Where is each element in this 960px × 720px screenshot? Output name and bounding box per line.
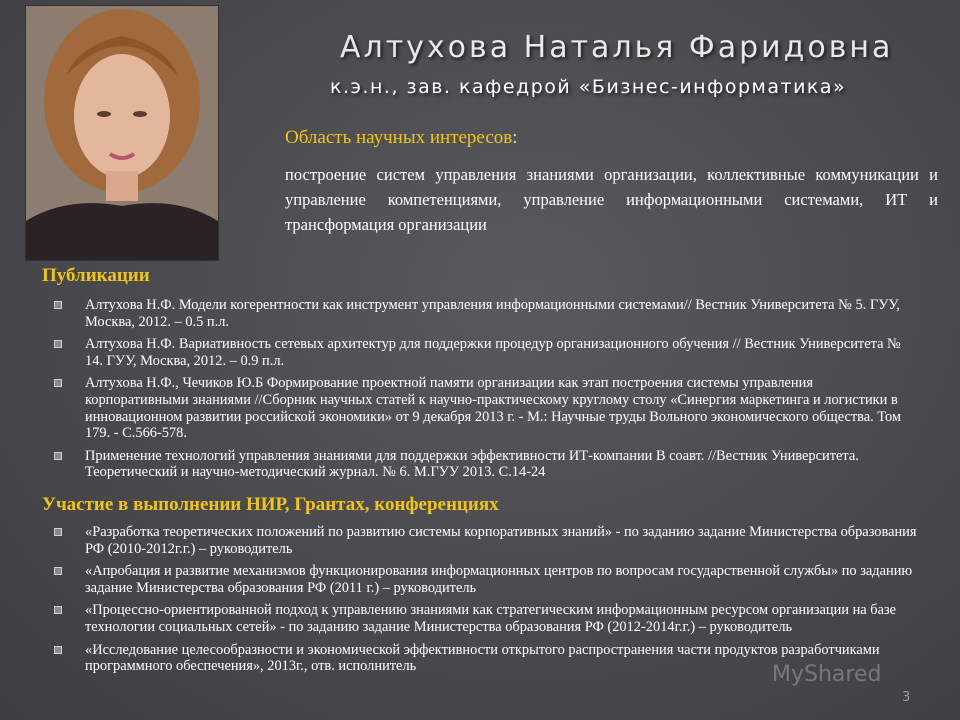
project-text: «Апробация и развитие механизмов функционирования информационных центров по вопросам государственной службы» по заданию задание Министерства образования РФ (2011 г.) – руководитель [85, 563, 913, 596]
project-text: «Разработка теоретических положений по развитию системы корпоративных знаний» - по заданию задание Министерства образования РФ (2010-2012г.г.) – руководитель [85, 524, 917, 557]
publication-text: Применение технологий управления знаниями для поддержки эффективности ИТ-компании В соавт. //Вестник Университета. Теоретический и научно-методический журнал. № 6. М.ГУУ 2013. С.14-24 [85, 447, 859, 481]
interests-heading-colon: : [512, 127, 518, 148]
list-item [50, 524, 920, 557]
interests-text: построение систем управления знаниями организации, коллективные коммуникации и управление компетенциями, управление информационными системами, ИТ и трансформация организации [285, 165, 938, 234]
page-number: 3 [902, 690, 911, 705]
person-name: Алтухова Наталья Фаридовна [340, 30, 894, 65]
project-text: «Процессно-ориентированной подход к управлению знаниями как стратегическим информационным ресурсом организации на базе технологии социальных сетей» - по заданию задание Министерства образования РФ (2012-2014г.г.) – руководитель [85, 602, 897, 635]
projects-heading: Участие в выполнении НИР, Грантах, конференциях [42, 494, 499, 515]
square-bullet-icon [54, 340, 62, 348]
publications-heading: Публикации [42, 265, 150, 286]
project-text: «Исследование целесообразности и экономической эффективности открытого распространения части продуктов разработчиками программного обеспечения», 2013г., отв. исполнитель [85, 641, 880, 675]
square-bullet-icon [54, 379, 62, 387]
publication-text: Алтухова Н.Ф. Вариативность сетевых архитектур для поддержки процедур организационного обучения // Вестник Университета № 14. ГУУ, Москва, 2012. – 0.9 п.л. [85, 336, 901, 369]
square-bullet-icon [54, 646, 62, 654]
publications-list [50, 297, 920, 487]
square-bullet-icon [54, 301, 62, 309]
list-item [50, 602, 920, 635]
position-subtitle: к.э.н., зав. кафедрой «Бизнес-информатика» [330, 76, 847, 98]
interests-heading-text: Область научных интересов [285, 127, 513, 148]
list-item [50, 563, 920, 596]
list-item [50, 375, 920, 441]
square-bullet-icon [54, 452, 62, 460]
list-item [50, 297, 920, 330]
square-bullet-icon [54, 528, 62, 536]
square-bullet-icon [54, 606, 62, 614]
watermark-logo: MyShared [772, 662, 882, 687]
square-bullet-icon [54, 567, 62, 575]
portrait-photo [26, 6, 218, 260]
list-item [50, 448, 920, 481]
projects-list [50, 524, 920, 681]
interests-heading [285, 127, 518, 149]
list-item [50, 336, 920, 369]
publication-text: Алтухова Н.Ф. Модели когерентности как инструмент управления информационными системами// Вестник Университета № 5. ГУУ, Москва, 2012. – 0.5 п.л. [85, 297, 900, 330]
publication-text: Алтухова Н.Ф., Чечиков Ю.Б Формирование проектной памяти организации как этап построения системы управления корпоративными знаниями //Сборник научных статей к научно-практическому круглому столу «Синергия маркетинга и логистики в инновационном развитии российской экономики» от 9 декабря 2013 г. - М.: Научные труды Вольного экономического общества. Том 179. - С.566-578. [85, 375, 902, 442]
